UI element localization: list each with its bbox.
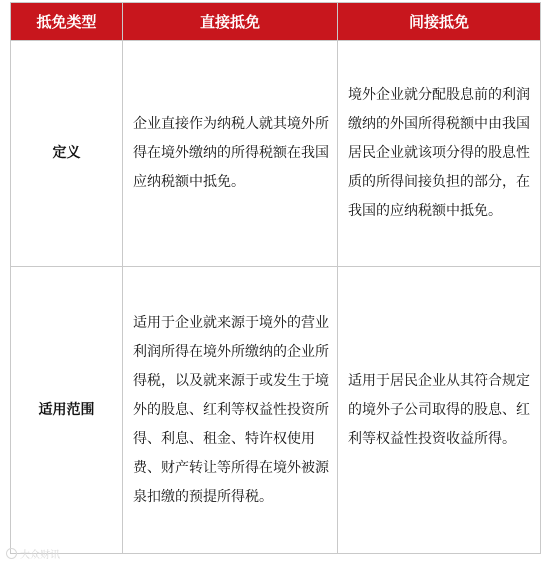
- row-type-definition: 定义: [11, 41, 123, 267]
- watermark-logo-icon: [6, 548, 17, 559]
- scope-direct-cell: 适用于企业就来源于境外的营业利润所得在境外所缴纳的企业所得税，以及就来源于或发生于境外的股息、红利等权益性投资所得、利息、租金、特许权使用费、财产转让等所得在境外被源泉扣缴的预提所得税。: [123, 267, 338, 554]
- tax-credit-comparison-table: [10, 2, 541, 554]
- watermark-text: 大众财讯: [20, 550, 60, 561]
- header-credit-type: 抵免类型: [11, 3, 123, 41]
- header-direct-credit: 直接抵免: [123, 3, 338, 41]
- table-header-row: [11, 3, 541, 41]
- table-row-definition: [11, 41, 541, 267]
- scope-indirect-cell: 适用于居民企业从其符合规定的境外子公司取得的股息、红利等权益性投资收益所得。: [338, 267, 541, 554]
- definition-indirect-cell: 境外企业就分配股息前的利润缴纳的外国所得税额中由我国居民企业就该项分得的股息性质的所得间接负担的部分，在我国的应纳税额中抵免。: [338, 41, 541, 267]
- watermark: [6, 546, 60, 561]
- table-row-scope: [11, 267, 541, 554]
- row-type-scope: 适用范围: [11, 267, 123, 554]
- header-indirect-credit: 间接抵免: [338, 3, 541, 41]
- definition-direct-cell: 企业直接作为纳税人就其境外所得在境外缴纳的所得税额在我国应纳税额中抵免。: [123, 41, 338, 267]
